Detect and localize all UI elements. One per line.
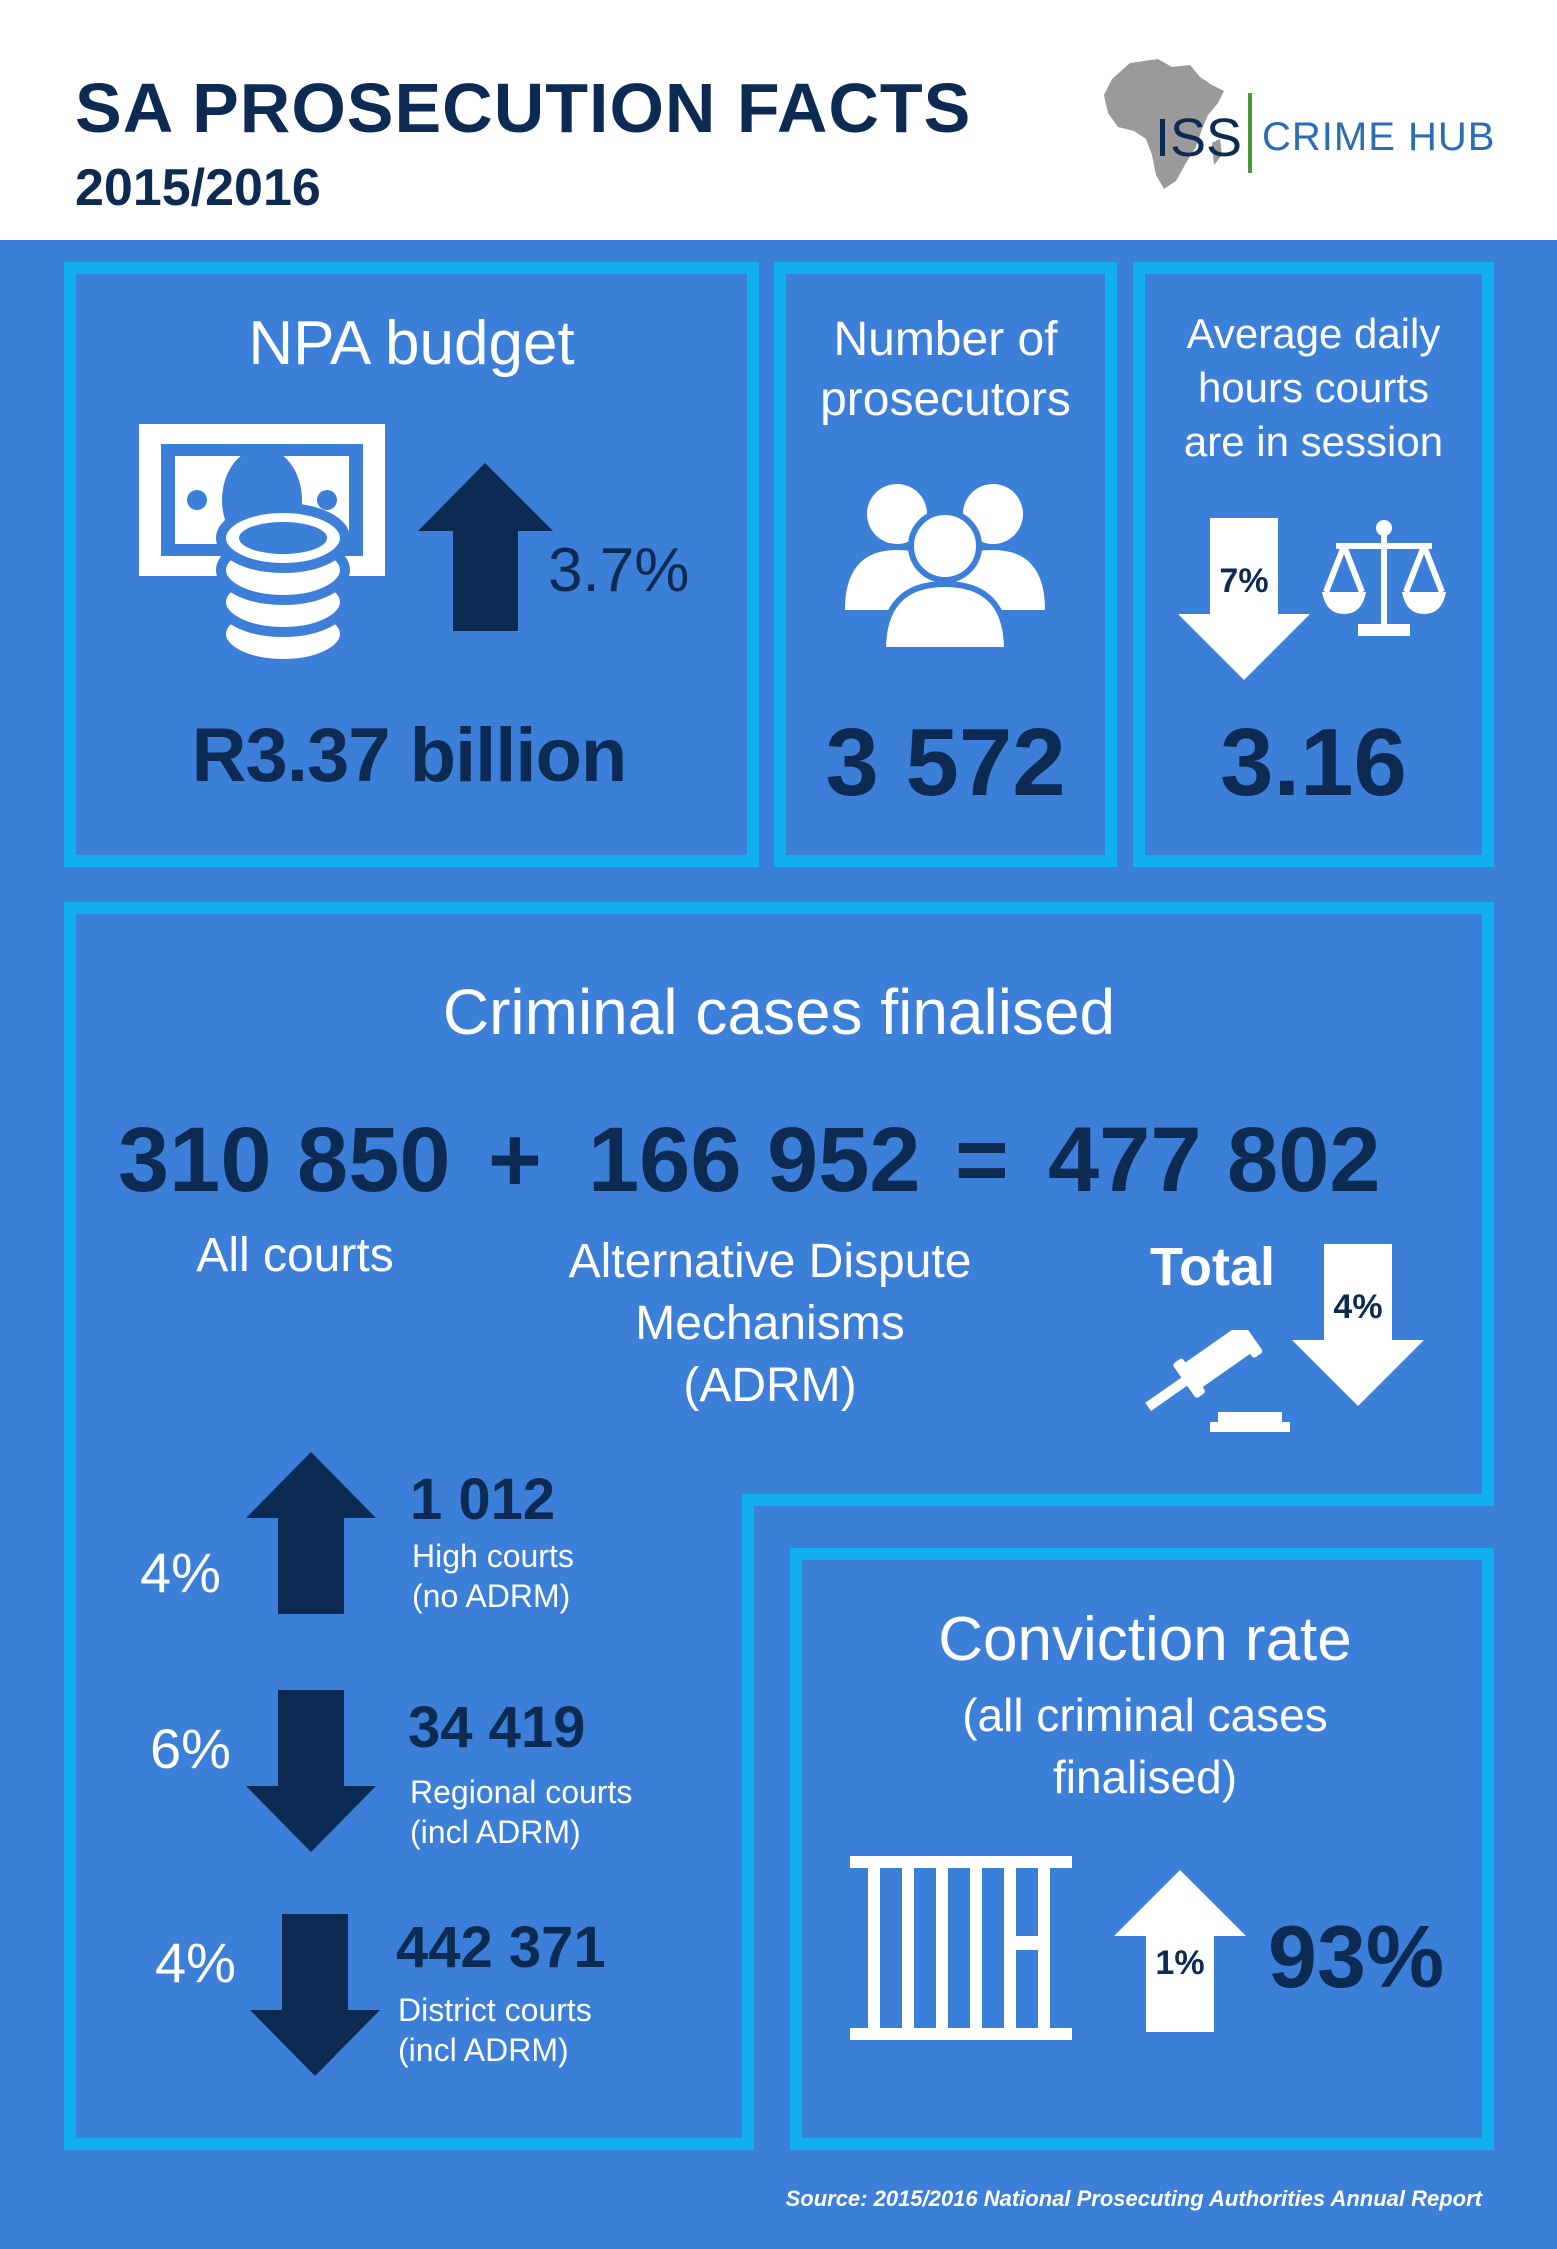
equals-sign: =	[955, 1109, 1009, 1211]
conviction-sub-line1: (all criminal cases	[962, 1689, 1328, 1741]
criminal-cases-heading: Criminal cases finalised	[442, 976, 1116, 1048]
all-courts-value: 310 850	[118, 1109, 451, 1211]
district-courts-label-line2: (incl ADRM)	[398, 2032, 569, 2068]
court-hours-heading-line3: are in session	[1183, 418, 1444, 465]
conviction-value: 93%	[1268, 1907, 1445, 2006]
gavel-icon	[1140, 1330, 1290, 1435]
district-courts-change: 4%	[155, 1931, 236, 1994]
prosecutors-heading-line1: Number of	[833, 313, 1058, 366]
district-courts-label-line1: District courts	[398, 1992, 592, 2028]
arrow-up-icon	[418, 463, 553, 631]
high-courts-change: 4%	[140, 1541, 221, 1604]
prosecutors-heading-line2: prosecutors	[820, 373, 1071, 426]
high-courts-label-line1: High courts	[412, 1538, 574, 1574]
page-title: SA PROSECUTION FACTS	[75, 69, 972, 147]
npa-budget-heading: NPA budget	[248, 309, 575, 378]
regional-courts-arrow-down-icon	[246, 1690, 376, 1852]
district-courts-value: 442 371	[396, 1915, 606, 1980]
regional-courts-value: 34 419	[408, 1695, 586, 1760]
adrm-label-line1: Alternative Dispute	[568, 1235, 972, 1288]
conviction-sub-line2: finalised)	[1052, 1751, 1238, 1803]
logo-iss-text: ISS	[1155, 108, 1243, 168]
total-label: Total	[1150, 1237, 1275, 1297]
court-hours-change: 7%	[1219, 562, 1269, 600]
adrm-label-line3: (ADRM)	[683, 1359, 857, 1412]
court-hours-heading-line2: hours courts	[1197, 364, 1430, 411]
conviction-change: 1%	[1155, 1944, 1205, 1982]
logo-divider	[1248, 93, 1252, 173]
adrm-value: 166 952	[588, 1109, 921, 1211]
money-coins-icon	[135, 420, 395, 680]
page-subtitle: 2015/2016	[75, 159, 321, 217]
budget-change: 3.7%	[548, 536, 690, 605]
adrm-label-line2: Mechanisms	[635, 1297, 905, 1350]
total-value: 477 802	[1048, 1109, 1381, 1211]
district-courts-arrow-down-icon	[250, 1914, 380, 2076]
logo-crime-hub-text: CRIME HUB	[1262, 115, 1496, 159]
plus-sign: +	[488, 1109, 542, 1211]
header	[0, 0, 1557, 240]
budget-amount: R3.37 billion	[191, 713, 627, 798]
prosecutors-value: 3 572	[825, 709, 1066, 816]
conviction-heading: Conviction rate	[938, 1605, 1352, 1674]
regional-courts-label-line1: Regional courts	[410, 1774, 633, 1810]
regional-courts-label-line2: (incl ADRM)	[410, 1814, 581, 1850]
source-note: Source: 2015/2016 National Prosecuting Authorities Annual Report	[785, 2186, 1482, 2211]
scales-of-justice-icon	[1322, 518, 1447, 643]
people-group-icon	[845, 480, 1045, 650]
court-hours-value: 3.16	[1220, 709, 1407, 816]
court-hours-heading-line1: Average daily	[1186, 310, 1441, 357]
high-courts-arrow-up-icon	[246, 1452, 376, 1614]
prison-bars-icon	[850, 1856, 1072, 2040]
high-courts-label-line2: (no ADRM)	[412, 1578, 571, 1614]
all-courts-label: All courts	[196, 1229, 394, 1282]
high-courts-value: 1 012	[410, 1467, 556, 1532]
total-change: 4%	[1333, 1288, 1383, 1326]
iss-crime-hub-logo	[1100, 55, 1500, 195]
regional-courts-change: 6%	[150, 1717, 231, 1780]
